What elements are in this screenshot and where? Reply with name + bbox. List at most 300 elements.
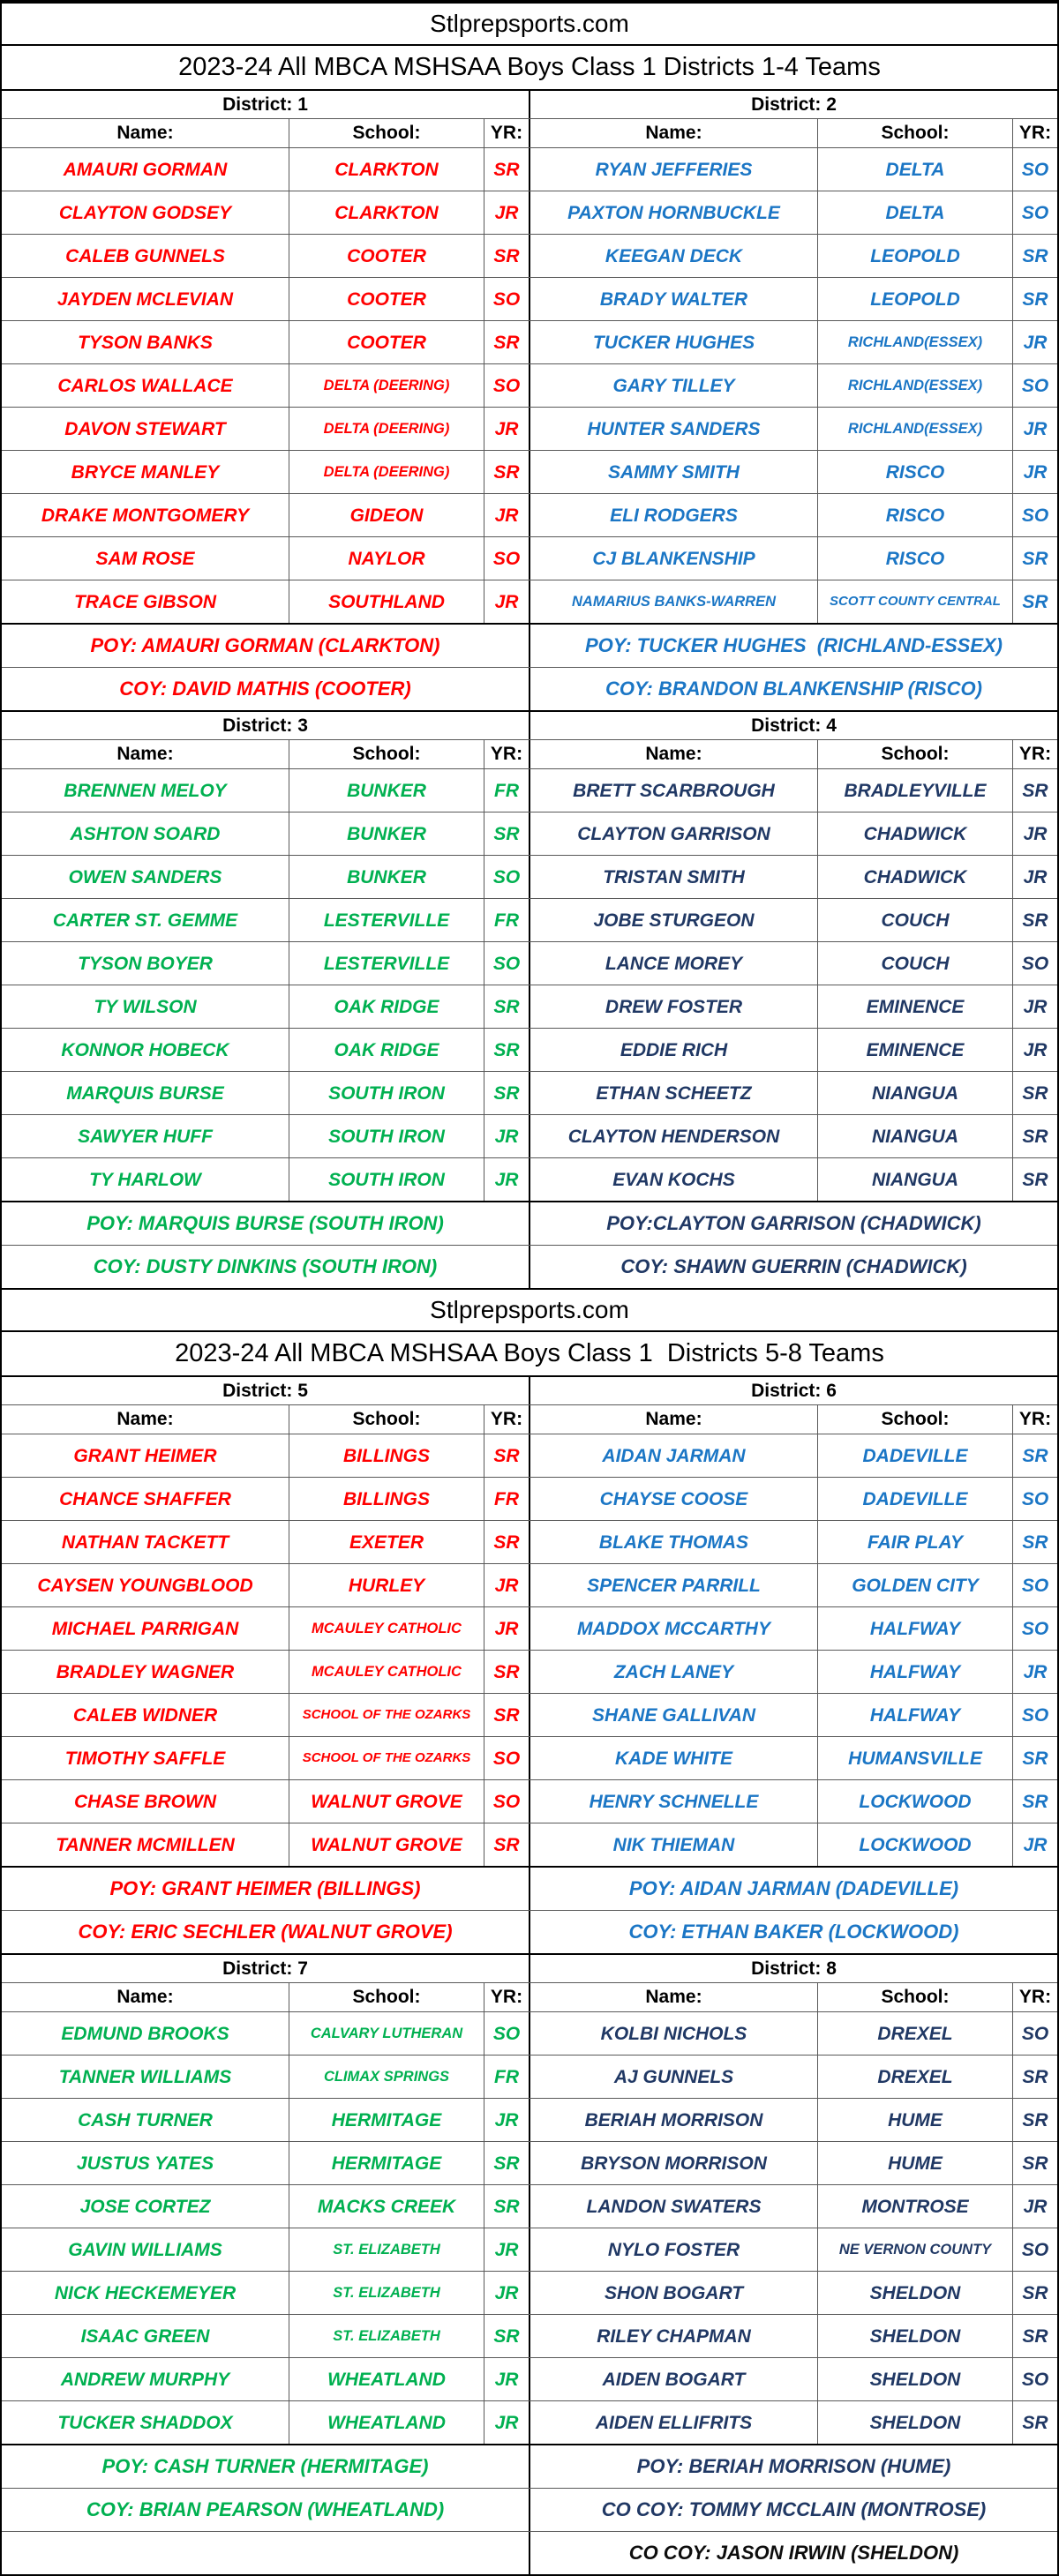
player-name-cell: CHASE BROWN (2, 1780, 289, 1823)
player-name-cell: NAMARIUS BANKS-WARREN (530, 580, 818, 623)
player-cells-left (2, 494, 530, 536)
player-school-cell: DELTA (818, 148, 1013, 191)
player-school-cell: SCHOOL OF THE OZARKS (289, 1694, 484, 1736)
player-cells-right (530, 278, 1057, 320)
poy-label: POY: TUCKER HUGHES (RICHLAND-ESSEX) (584, 634, 1003, 656)
award-row (2, 2444, 1057, 2488)
player-row (2, 580, 1057, 623)
col-header-name: Name: (2, 740, 289, 768)
player-school-cell: SCHOOL OF THE OZARKS (289, 1737, 484, 1779)
player-yr-cell: SR (493, 245, 520, 266)
player-yr-cell: FR (494, 2066, 519, 2087)
award-half-right (530, 1202, 1057, 1245)
table-root (2, 2, 1057, 2574)
player-yr-cell: SR (493, 1082, 520, 1104)
section-title: 2023-24 All MBCA MSHSAA Boys Class 1 Districts 5-8 Teams (175, 1339, 884, 1367)
player-school-cell: MONTROSE (818, 2185, 1013, 2228)
player-school-cell: FAIR PLAY (818, 1521, 1013, 1563)
player-school-cell: DELTA (DEERING) (289, 451, 484, 493)
player-cells-left (2, 1564, 530, 1606)
player-name-cell: AIDEN BOGART (530, 2358, 818, 2400)
player-name-cell: SAM ROSE (2, 537, 289, 580)
district-label: District: 1 (222, 94, 308, 115)
player-cells-left (2, 1823, 530, 1866)
player-name-cell: MICHAEL PARRIGAN (2, 1607, 289, 1650)
player-school-cell: BUNKER (289, 812, 484, 855)
player-name-cell: CHAYSE COOSE (530, 1478, 818, 1520)
player-yr-cell: SR (493, 1704, 520, 1726)
player-row (2, 450, 1057, 493)
poy-label: POY: MARQUIS BURSE (SOUTH IRON) (86, 1212, 444, 1234)
coy-label: COY: BRANDON BLANKENSHIP (RISCO) (605, 678, 982, 700)
player-yr-cell: SO (492, 866, 521, 887)
player-school-cell: HUME (818, 2099, 1013, 2141)
poy-label: POY: BERIAH MORRISON (HUME) (636, 2455, 951, 2477)
award-half-right (530, 2445, 1057, 2488)
col-header-yr: YR: (1018, 1987, 1052, 2007)
poy-label: POY: AIDAN JARMAN (DADEVILLE) (628, 1877, 959, 1899)
district-header-right (530, 91, 1057, 118)
player-name-cell: TUCKER SHADDOX (2, 2401, 289, 2444)
player-name-cell: TRISTAN SMITH (530, 856, 818, 898)
player-cells-left (2, 321, 530, 363)
player-yr-cell: SR (1022, 2325, 1048, 2347)
player-cells-right (530, 1564, 1057, 1606)
player-yr-cell: SR (1022, 2066, 1048, 2087)
player-yr-cell: FR (494, 910, 519, 931)
district-header-row (2, 1375, 1057, 1404)
player-school-cell: NE VERNON COUNTY (818, 2228, 1013, 2271)
player-name-cell: AIDAN JARMAN (530, 1434, 818, 1477)
poy-label: POY: CASH TURNER (HERMITAGE) (101, 2455, 429, 2477)
player-school-cell: EMINENCE (818, 985, 1013, 1028)
player-row (2, 1477, 1057, 1520)
player-row (2, 1028, 1057, 1071)
player-cells-right (530, 191, 1057, 234)
player-school-cell: COOTER (289, 321, 484, 363)
player-school-cell: WHEATLAND (289, 2358, 484, 2400)
column-headers-right (530, 1983, 1057, 2011)
player-yr-cell: SO (1021, 505, 1049, 526)
player-yr-cell: JR (494, 505, 519, 526)
player-yr-cell: SR (1022, 245, 1048, 266)
player-cells-right (530, 2185, 1057, 2228)
player-cells-right (530, 2099, 1057, 2141)
player-row (2, 234, 1057, 277)
player-yr-cell: SR (1022, 1531, 1048, 1553)
player-school-cell: RISCO (818, 537, 1013, 580)
player-school-cell: DELTA (818, 191, 1013, 234)
column-headers-right (530, 119, 1057, 147)
player-cells-right (530, 364, 1057, 407)
player-name-cell: AIDEN ELLIFRITS (530, 2401, 818, 2444)
player-school-cell: DREXEL (818, 2012, 1013, 2055)
player-yr-cell: SR (493, 2196, 520, 2217)
player-school-cell: NIANGUA (818, 1115, 1013, 1157)
coy-label: COY: SHAWN GUERRIN (CHADWICK) (620, 1255, 967, 1277)
column-headers-right (530, 1405, 1057, 1434)
player-school-cell: DELTA (DEERING) (289, 408, 484, 450)
player-school-cell: BILLINGS (289, 1478, 484, 1520)
player-school-cell: RICHLAND(ESSEX) (818, 364, 1013, 407)
player-name-cell: CLAYTON HENDERSON (530, 1115, 818, 1157)
col-header-yr: YR: (490, 123, 523, 143)
col-header-yr: YR: (490, 1987, 523, 2007)
col-header-yr: YR: (1018, 1409, 1052, 1429)
col-header-school: School: (818, 119, 1013, 147)
player-school-cell: BUNKER (289, 856, 484, 898)
player-yr-cell: SR (493, 996, 520, 1017)
player-name-cell: OWEN SANDERS (2, 856, 289, 898)
district-header-left (2, 91, 530, 118)
district-label: District: 4 (751, 715, 837, 736)
coy-label: COY: ETHAN BAKER (LOCKWOOD) (628, 1921, 959, 1943)
player-row (2, 898, 1057, 941)
player-name-cell: NICK HECKEMEYER (2, 2272, 289, 2314)
column-header-row (2, 1982, 1057, 2011)
coy-label: COY: DUSTY DINKINS (SOUTH IRON) (93, 1255, 438, 1277)
player-name-cell: CASH TURNER (2, 2099, 289, 2141)
player-cells-left (2, 985, 530, 1028)
player-cells-right (530, 1823, 1057, 1866)
player-name-cell: TANNER MCMILLEN (2, 1823, 289, 1866)
site-title: Stlprepsports.com (430, 1296, 629, 1323)
player-row (2, 941, 1057, 985)
player-row (2, 1650, 1057, 1693)
player-cells-right (530, 494, 1057, 536)
player-cells-right (530, 812, 1057, 855)
player-row (2, 1434, 1057, 1477)
award-row (2, 1201, 1057, 1245)
coy-label: COY: BRIAN PEARSON (WHEATLAND) (86, 2498, 445, 2520)
player-school-cell: CALVARY LUTHERAN (289, 2012, 484, 2055)
player-row (2, 1693, 1057, 1736)
award-half-left (2, 2532, 530, 2574)
player-school-cell: COOTER (289, 235, 484, 277)
player-cells-left (2, 451, 530, 493)
player-name-cell: CLAYTON GARRISON (530, 812, 818, 855)
player-school-cell: ST. ELIZABETH (289, 2315, 484, 2357)
district-label: District: 5 (222, 1380, 308, 1401)
coy-label: CO COY: TOMMY MCCLAIN (MONTROSE) (601, 2498, 987, 2520)
player-school-cell: RICHLAND(ESSEX) (818, 408, 1013, 450)
player-yr-cell: SR (1022, 591, 1048, 612)
player-cells-right (530, 985, 1057, 1028)
player-yr-cell: SO (1021, 375, 1049, 396)
player-cells-right (530, 451, 1057, 493)
player-cells-right (530, 769, 1057, 812)
award-half-left (2, 2489, 530, 2531)
player-name-cell: BRENNEN MELOY (2, 769, 289, 812)
section-title: 2023-24 All MBCA MSHSAA Boys Class 1 Districts 1-4 Teams (178, 53, 881, 81)
player-name-cell: KONNOR HOBECK (2, 1029, 289, 1071)
player-cells-right (530, 2401, 1057, 2444)
player-cells-left (2, 2228, 530, 2271)
col-header-school: School: (818, 1983, 1013, 2011)
award-half-right (530, 2489, 1057, 2531)
player-cells-left (2, 278, 530, 320)
player-school-cell: SHELDON (818, 2272, 1013, 2314)
player-yr-cell: SO (492, 1748, 521, 1769)
player-yr-cell: SO (492, 375, 521, 396)
player-cells-left (2, 2099, 530, 2141)
coy-label: COY: ERIC SECHLER (WALNUT GROVE) (78, 1921, 453, 1943)
player-school-cell: SHELDON (818, 2358, 1013, 2400)
coy-label (2, 2532, 529, 2574)
player-name-cell: ASHTON SOARD (2, 812, 289, 855)
player-name-cell: SPENCER PARRILL (530, 1564, 818, 1606)
award-half-left (2, 668, 530, 710)
player-name-cell: CHANCE SHAFFER (2, 1478, 289, 1520)
player-school-cell: DELTA (DEERING) (289, 364, 484, 407)
player-name-cell: TYSON BANKS (2, 321, 289, 363)
district-header-row (2, 710, 1057, 739)
player-school-cell: HURLEY (289, 1564, 484, 1606)
player-yr-cell: SR (1022, 910, 1048, 931)
player-cells-right (530, 1607, 1057, 1650)
player-cells-right (530, 899, 1057, 941)
award-row (2, 1245, 1057, 1288)
player-cells-right (530, 235, 1057, 277)
site-title-row (2, 2, 1057, 44)
player-name-cell: TUCKER HUGHES (530, 321, 818, 363)
player-school-cell: CHADWICK (818, 856, 1013, 898)
player-cells-right (530, 148, 1057, 191)
player-yr-cell: JR (1023, 2196, 1048, 2217)
player-name-cell: LANDON SWATERS (530, 2185, 818, 2228)
col-header-school: School: (818, 740, 1013, 768)
player-name-cell: BRADLEY WAGNER (2, 1651, 289, 1693)
player-school-cell: OAK RIDGE (289, 1029, 484, 1071)
coy-label: CO COY: JASON IRWIN (SHELDON) (628, 2542, 959, 2564)
player-yr-cell: SR (493, 1039, 520, 1060)
award-half-left (2, 625, 530, 667)
player-school-cell: COUCH (818, 942, 1013, 985)
player-name-cell: TY WILSON (2, 985, 289, 1028)
player-yr-cell: SR (493, 823, 520, 844)
col-header-school: School: (289, 1983, 484, 2011)
district-label: District: 3 (222, 715, 308, 736)
player-school-cell: LEOPOLD (818, 235, 1013, 277)
player-name-cell: KEEGAN DECK (530, 235, 818, 277)
player-yr-cell: JR (494, 1169, 519, 1190)
player-yr-cell: SO (492, 1791, 521, 1812)
player-cells-left (2, 856, 530, 898)
district-header-right (530, 1377, 1057, 1404)
player-row (2, 1606, 1057, 1650)
player-row (2, 855, 1057, 898)
player-cells-right (530, 1651, 1057, 1693)
player-school-cell: ST. ELIZABETH (289, 2228, 484, 2271)
player-cells-left (2, 1651, 530, 1693)
award-half-right (530, 1246, 1057, 1288)
district-header-left (2, 1955, 530, 1982)
player-yr-cell: JR (1023, 418, 1048, 439)
player-school-cell: NAYLOR (289, 537, 484, 580)
player-school-cell: NIANGUA (818, 1158, 1013, 1201)
player-yr-cell: SO (1021, 2023, 1049, 2044)
player-name-cell: TANNER WILLIAMS (2, 2056, 289, 2098)
player-name-cell: BRYSON MORRISON (530, 2142, 818, 2184)
col-header-name: Name: (530, 1405, 818, 1434)
player-school-cell: SHELDON (818, 2401, 1013, 2444)
section-title-row (2, 44, 1057, 89)
player-row (2, 1736, 1057, 1779)
col-header-yr: YR: (490, 744, 523, 764)
player-yr-cell: JR (494, 202, 519, 223)
player-yr-cell: SR (1022, 1791, 1048, 1812)
district-header-left (2, 1377, 530, 1404)
player-school-cell: SOUTH IRON (289, 1158, 484, 1201)
player-yr-cell: JR (494, 418, 519, 439)
district-label: District: 7 (222, 1958, 308, 1979)
player-row (2, 1823, 1057, 1866)
player-name-cell: ELI RODGERS (530, 494, 818, 536)
player-yr-cell: SO (1021, 202, 1049, 223)
player-yr-cell: JR (1023, 1661, 1048, 1682)
player-cells-left (2, 1737, 530, 1779)
player-name-cell: PAXTON HORNBUCKLE (530, 191, 818, 234)
player-cells-right (530, 1434, 1057, 1477)
player-school-cell: GOLDEN CITY (818, 1564, 1013, 1606)
player-cells-right (530, 2056, 1057, 2098)
player-school-cell: LESTERVILLE (289, 942, 484, 985)
player-school-cell: ST. ELIZABETH (289, 2272, 484, 2314)
player-name-cell: NIK THIEMAN (530, 1823, 818, 1866)
player-yr-cell: SR (1022, 1126, 1048, 1147)
col-header-school: School: (289, 119, 484, 147)
player-school-cell: CLARKTON (289, 148, 484, 191)
player-school-cell: SOUTH IRON (289, 1115, 484, 1157)
player-school-cell: DADEVILLE (818, 1434, 1013, 1477)
player-name-cell: SAMMY SMITH (530, 451, 818, 493)
player-yr-cell: SR (1022, 288, 1048, 310)
player-yr-cell: SR (1022, 2153, 1048, 2174)
player-name-cell: EVAN KOCHS (530, 1158, 818, 1201)
player-row (2, 1071, 1057, 1114)
player-name-cell: CARLOS WALLACE (2, 364, 289, 407)
player-school-cell: SCOTT COUNTY CENTRAL (818, 580, 1013, 623)
award-row (2, 1866, 1057, 1910)
player-yr-cell: JR (494, 2239, 519, 2260)
player-cells-left (2, 812, 530, 855)
player-yr-cell: SR (493, 1661, 520, 1682)
player-yr-cell: SO (1021, 1575, 1049, 1596)
player-yr-cell: SR (493, 1531, 520, 1553)
player-name-cell: GAVIN WILLIAMS (2, 2228, 289, 2271)
player-school-cell: COUCH (818, 899, 1013, 941)
player-name-cell: ETHAN SCHEETZ (530, 1072, 818, 1114)
col-header-school: School: (289, 1405, 484, 1434)
player-cells-left (2, 1694, 530, 1736)
player-cells-right (530, 1072, 1057, 1114)
player-school-cell: SHELDON (818, 2315, 1013, 2357)
award-half-left (2, 1911, 530, 1953)
player-name-cell: DREW FOSTER (530, 985, 818, 1028)
player-name-cell: KOLBI NICHOLS (530, 2012, 818, 2055)
player-yr-cell: SR (493, 1445, 520, 1466)
player-yr-cell: SR (493, 159, 520, 180)
player-row (2, 2314, 1057, 2357)
player-cells-left (2, 235, 530, 277)
player-name-cell: GRANT HEIMER (2, 1434, 289, 1477)
col-header-name: Name: (530, 119, 818, 147)
player-name-cell: NATHAN TACKETT (2, 1521, 289, 1563)
player-cells-right (530, 321, 1057, 363)
player-row (2, 1779, 1057, 1823)
player-yr-cell: JR (1023, 823, 1048, 844)
player-cells-right (530, 408, 1057, 450)
player-cells-left (2, 769, 530, 812)
player-name-cell: HENRY SCHNELLE (530, 1780, 818, 1823)
column-header-row (2, 118, 1057, 147)
district-label: District: 2 (751, 94, 837, 115)
player-row (2, 985, 1057, 1028)
district-label: District: 6 (751, 1380, 837, 1401)
player-school-cell: COOTER (289, 278, 484, 320)
player-row (2, 2357, 1057, 2400)
player-cells-left (2, 2185, 530, 2228)
award-half-left (2, 1868, 530, 1910)
player-name-cell: TRACE GIBSON (2, 580, 289, 623)
player-cells-left (2, 942, 530, 985)
award-half-left (2, 1202, 530, 1245)
player-cells-left (2, 1434, 530, 1477)
player-row (2, 277, 1057, 320)
player-yr-cell: SR (1022, 1082, 1048, 1104)
player-name-cell: ISAAC GREEN (2, 2315, 289, 2357)
player-school-cell: DADEVILLE (818, 1478, 1013, 1520)
section-title-row (2, 1330, 1057, 1375)
player-yr-cell: SR (493, 332, 520, 353)
column-header-row (2, 739, 1057, 768)
player-school-cell: OAK RIDGE (289, 985, 484, 1028)
player-yr-cell: JR (494, 1575, 519, 1596)
player-row (2, 2228, 1057, 2271)
player-cells-right (530, 2272, 1057, 2314)
col-header-yr: YR: (490, 1409, 523, 1429)
player-yr-cell: SR (1022, 548, 1048, 569)
player-cells-right (530, 580, 1057, 623)
player-school-cell: DREXEL (818, 2056, 1013, 2098)
player-school-cell: HUMANSVILLE (818, 1737, 1013, 1779)
player-row (2, 2271, 1057, 2314)
player-name-cell: TYSON BOYER (2, 942, 289, 985)
player-row (2, 812, 1057, 855)
player-school-cell: EMINENCE (818, 1029, 1013, 1071)
player-yr-cell: SO (1021, 159, 1049, 180)
player-cells-left (2, 2358, 530, 2400)
player-cells-right (530, 1478, 1057, 1520)
player-cells-right (530, 1780, 1057, 1823)
player-row (2, 191, 1057, 234)
player-yr-cell: SR (1022, 780, 1048, 801)
player-yr-cell: SO (492, 2023, 521, 2044)
award-row (2, 623, 1057, 667)
player-yr-cell: JR (1023, 1834, 1048, 1855)
player-yr-cell: JR (1023, 461, 1048, 483)
award-half-right (530, 668, 1057, 710)
player-name-cell: CALEB WIDNER (2, 1694, 289, 1736)
player-row (2, 1114, 1057, 1157)
player-yr-cell: JR (494, 1126, 519, 1147)
player-school-cell: LOCKWOOD (818, 1823, 1013, 1866)
player-name-cell: HUNTER SANDERS (530, 408, 818, 450)
player-name-cell: TIMOTHY SAFFLE (2, 1737, 289, 1779)
player-school-cell: HALFWAY (818, 1607, 1013, 1650)
player-yr-cell: SO (1021, 1488, 1049, 1509)
player-name-cell: DAVON STEWART (2, 408, 289, 450)
